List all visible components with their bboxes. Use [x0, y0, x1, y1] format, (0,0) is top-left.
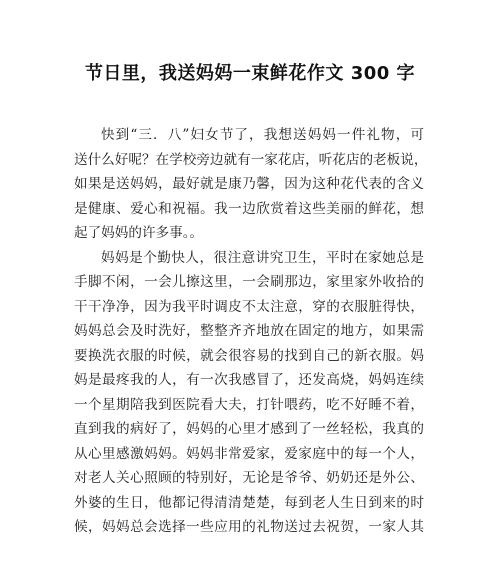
paragraph-line: 直到我的病好了，妈妈的心里才感到了一丝轻松，我真的 [74, 421, 424, 437]
paragraph-line: 从心里感激妈妈。妈妈非常爱家，爱家庭中的每一个人， [74, 445, 424, 462]
paragraph-line: 对老人关心照顾的特别好，无论是爷爷、奶奶还是外公、 [74, 470, 424, 486]
paragraph-line: 快到“三．八”妇女节了，我想送妈妈一件礼物，可 [101, 127, 424, 143]
page-title: 节日里，我送妈妈一束鲜花作文 300 字 [84, 63, 416, 84]
paragraph-line: 起了妈妈的许多事。。 [74, 225, 204, 241]
paragraph-line: 手脚不闲，一会儿擦这里，一会刷那边，家里家外收拾的 [74, 274, 424, 290]
paragraph-line: 外婆的生日，他都记得清清楚楚，每到老人生日到来的时 [74, 494, 424, 511]
paragraph-line: 如果是送妈妈，最好就是康乃馨，因为这种花代表的含义 [74, 176, 424, 192]
paragraph-line: 候，妈妈总会选择一些应用的礼物送过去祝贺，一家人其 [74, 519, 424, 535]
paragraph-line: 送什么好呢？在学校旁边就有一家花店，听花店的老板说， [74, 151, 428, 168]
paragraph-line: 是健康、爱心和祝福。我一边欣赏着这些美丽的鲜花，想 [74, 200, 424, 217]
paragraph-line: 一个星期陪我到医院看大夫，打针喂药，吃不好睡不着， [74, 396, 424, 413]
paragraph-line: 妈妈是个勤快人，很注意讲究卫生，平时在家她总是 [101, 249, 424, 266]
paragraph-line: 妈是最疼我的人，有一次我感冒了，还发高烧，妈妈连续 [74, 372, 424, 388]
paragraph-line: 要换洗衣服的时候，就会很容易的找到自己的新衣服。妈 [74, 347, 424, 364]
paragraph-line: 干干净净，因为我平时调皮不太注意，穿的衣服脏得快， [74, 298, 424, 315]
essay-body [74, 123, 428, 540]
paragraph-line: 妈妈总会及时洗好，整整齐齐地放在固定的地方，如果需 [74, 323, 424, 339]
